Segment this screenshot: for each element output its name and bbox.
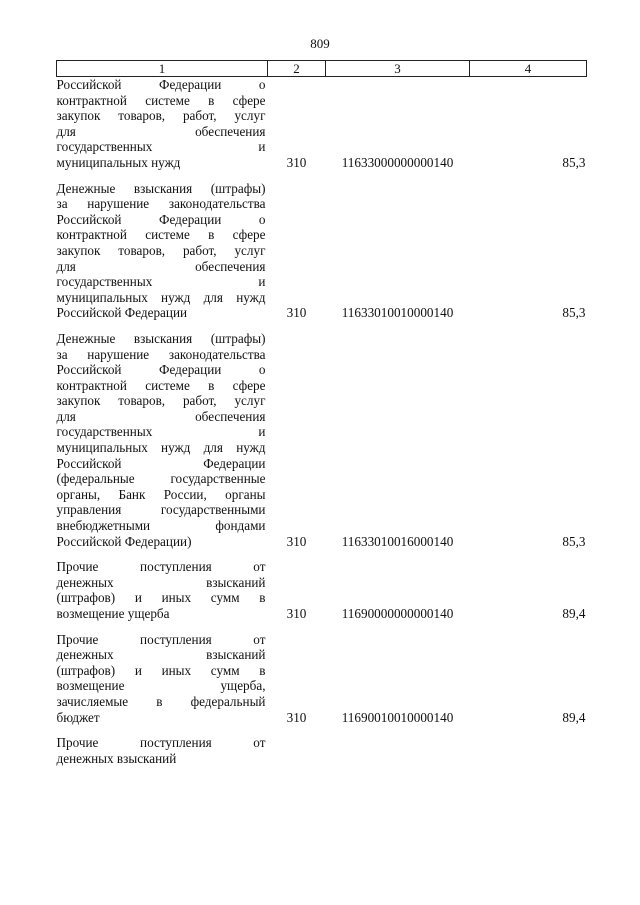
row-spacer-cell xyxy=(57,725,587,735)
admin-code-cell: 310 xyxy=(286,305,307,321)
table-row xyxy=(57,735,587,766)
table-row xyxy=(57,331,587,549)
row-spacer-cell xyxy=(57,622,587,632)
row-spacer-cell xyxy=(57,171,587,181)
revenue-name-line: муниципальных нужд для нужд xyxy=(56,289,266,305)
revenue-name-line: Прочие поступления от xyxy=(56,735,266,751)
revenue-name-line: Российской Федерации xyxy=(56,455,266,471)
row-spacer xyxy=(57,171,587,181)
revenue-name-line: государственных и xyxy=(56,424,266,440)
revenue-name-line: зачисляемые в федеральный xyxy=(56,693,266,709)
revenue-code-cell: 11633010016000140 xyxy=(341,533,454,549)
revenue-name-cell xyxy=(57,632,268,726)
revenue-name-line: закупок товаров, работ, услуг xyxy=(56,393,266,409)
revenue-name-line: муниципальных нужд xyxy=(56,154,181,170)
admin-code-cell: 310 xyxy=(286,154,307,170)
row-spacer xyxy=(57,725,587,735)
revenue-name-line: контрактной системе в сфере xyxy=(56,92,266,108)
revenue-name-line: Прочие поступления от xyxy=(56,631,266,647)
column-header-4: 4 xyxy=(470,61,587,77)
admin-code-cell: 310 xyxy=(286,709,307,725)
revenue-name-line: Российской Федерации xyxy=(56,305,188,321)
revenue-name-line: денежных взысканий xyxy=(56,750,177,766)
revenue-name-line: Денежные взыскания (штрафы) xyxy=(56,180,266,196)
revenue-name-line: (штрафов) и иных сумм в xyxy=(56,662,266,678)
revenue-name-line: за нарушение законодательства xyxy=(56,346,266,362)
revenue-name-line: внебюджетными фондами xyxy=(56,518,266,534)
revenue-name-line: денежных взысканий xyxy=(56,647,266,663)
revenue-name-line: бюджет xyxy=(56,709,100,725)
budget-revenue-table xyxy=(56,60,587,766)
revenue-name-line: (федеральные государственные xyxy=(56,471,266,487)
table-row xyxy=(57,632,587,726)
amount-cell: 89,4 xyxy=(562,709,586,725)
table-header-row xyxy=(57,61,587,77)
table-row xyxy=(57,77,587,171)
amount-cell: 85,3 xyxy=(562,533,586,549)
page-number: 809 xyxy=(310,36,330,51)
amount-cell: 85,3 xyxy=(562,154,586,170)
revenue-name-line: (штрафов) и иных сумм в xyxy=(56,590,266,606)
revenue-code-cell: 11633000000000140 xyxy=(341,154,454,170)
row-spacer-cell xyxy=(57,549,587,559)
revenue-name-cell xyxy=(57,735,268,766)
revenue-name-line: Российской Федерации) xyxy=(56,533,192,549)
table-row xyxy=(57,559,587,621)
revenue-name-line: за нарушение законодательства xyxy=(56,196,266,212)
table-body xyxy=(57,77,587,767)
amount-cell xyxy=(470,735,587,766)
revenue-name-line: государственных и xyxy=(56,139,266,155)
admin-code-cell: 310 xyxy=(286,606,307,621)
revenue-name-line: органы, Банк России, органы xyxy=(56,486,266,502)
row-spacer xyxy=(57,549,587,559)
revenue-name-line: Российской Федерации о xyxy=(56,211,266,227)
revenue-name-line: контрактной системе в сфере xyxy=(56,377,266,393)
revenue-name-cell xyxy=(57,331,268,549)
admin-code-cell xyxy=(268,735,326,766)
column-header-1: 1 xyxy=(57,61,268,77)
revenue-name-line: управления государственными xyxy=(56,502,266,518)
revenue-name-line: для обеспечения xyxy=(56,408,266,424)
admin-code-cell: 310 xyxy=(286,533,307,549)
revenue-name-line: Российской Федерации о xyxy=(56,77,266,92)
revenue-code-cell: 11690000000000140 xyxy=(341,606,454,621)
revenue-name-cell xyxy=(57,559,268,621)
revenue-name-line: возмещение ущерба xyxy=(56,606,170,621)
row-spacer xyxy=(57,321,587,331)
revenue-name-cell xyxy=(57,181,268,321)
revenue-name-line: муниципальных нужд для нужд xyxy=(56,440,266,456)
revenue-name-line: контрактной системе в сфере xyxy=(56,227,266,243)
column-header-2: 2 xyxy=(268,61,326,77)
amount-cell: 89,4 xyxy=(562,606,586,621)
revenue-name-cell xyxy=(57,77,268,171)
row-spacer xyxy=(57,622,587,632)
revenue-code-cell: 11633010010000140 xyxy=(341,305,454,321)
table-row xyxy=(57,181,587,321)
revenue-name-line: для обеспечения xyxy=(56,258,266,274)
revenue-name-line: Прочие поступления от xyxy=(56,559,266,575)
revenue-code-cell: 11690010010000140 xyxy=(341,709,454,725)
revenue-name-line: закупок товаров, работ, услуг xyxy=(56,108,266,124)
amount-cell: 85,3 xyxy=(562,305,586,321)
revenue-name-line: государственных и xyxy=(56,274,266,290)
column-header-3: 3 xyxy=(326,61,470,77)
revenue-name-line: возмещение ущерба, xyxy=(56,678,266,694)
row-spacer-cell xyxy=(57,321,587,331)
revenue-name-line: Денежные взыскания (штрафы) xyxy=(56,330,266,346)
revenue-name-line: закупок товаров, работ, услуг xyxy=(56,242,266,258)
revenue-name-line: денежных взысканий xyxy=(56,574,266,590)
revenue-name-line: Российской Федерации о xyxy=(56,362,266,378)
revenue-name-line: для обеспечения xyxy=(56,123,266,139)
revenue-code-cell xyxy=(326,735,470,766)
